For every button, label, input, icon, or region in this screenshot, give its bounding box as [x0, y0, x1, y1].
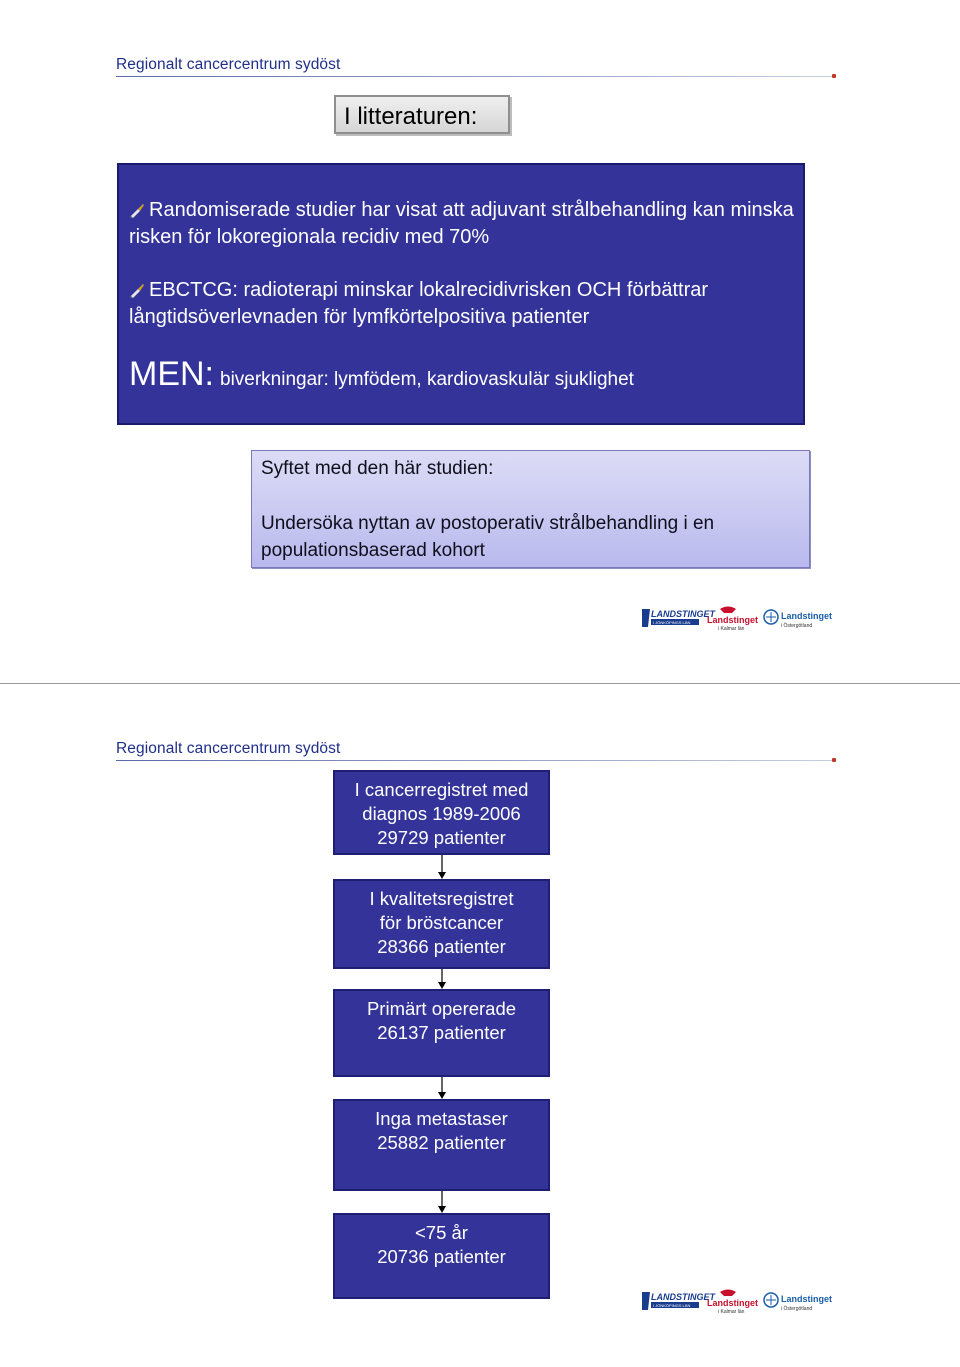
slide-2 — [0, 684, 960, 1367]
flow-line: 28366 patienter — [377, 936, 506, 957]
header-title: Regionalt cancercentrum sydöst — [116, 740, 341, 757]
logo1-sub: I JÖNKÖPINGS LÄN — [653, 620, 691, 625]
slide-title-box — [334, 95, 510, 134]
flow-line: för bröstcancer — [379, 912, 504, 933]
flow-line: Inga metastaser — [375, 1108, 508, 1129]
slide-title: I litteraturen: — [344, 103, 478, 130]
landsting-logos — [640, 605, 840, 633]
logo2-sub: i Kalmar län — [718, 1309, 745, 1315]
men-row — [129, 355, 634, 394]
logo1-text: LANDSTINGET — [651, 1292, 715, 1302]
flow-box-cancer-register — [333, 770, 550, 855]
header-rule — [116, 76, 834, 77]
bullet-text-2: EBCTCG: radioterapi minskar lokalrecidivrisken OCH förbättrar långtidsöverlevnaden för lymfkörtelpositiva patienter — [129, 279, 709, 328]
logo2-text: Landstinget — [707, 1298, 758, 1308]
slide-1 — [0, 0, 960, 683]
flow-line: 25882 patienter — [377, 1132, 506, 1153]
header-title: Regionalt cancercentrum sydöst — [116, 56, 341, 73]
logo-ostergotland — [764, 610, 832, 629]
flow-box-under-75 — [333, 1213, 550, 1299]
literature-box — [117, 163, 805, 425]
logo3-sub: i Östergötland — [781, 1306, 813, 1312]
bullet-text-1: Randomiserade studier har visat att adjuvant strålbehandling kan minska risken för lokoregionala recidiv med 70% — [129, 199, 794, 248]
men-label: MEN: — [129, 355, 214, 393]
flow-line: 29729 patienter — [377, 827, 506, 848]
header-accent-dot — [832, 74, 836, 78]
logo-jonkoping — [642, 609, 717, 627]
flow-box-no-metastases — [333, 1099, 550, 1191]
header-rule — [116, 760, 834, 761]
flow-line: <75 år — [415, 1222, 468, 1243]
flow-arrow-icon — [437, 1077, 447, 1099]
flow-box-operated — [333, 989, 550, 1077]
logo3-sub: i Östergötland — [781, 623, 813, 629]
logo2-sub: i Kalmar län — [718, 626, 745, 632]
logo-jonkoping — [642, 1292, 717, 1310]
flow-line: Primärt opererade — [366, 998, 517, 1019]
purpose-title: Syftet med den här studien: — [261, 458, 494, 479]
header-accent-dot — [832, 758, 836, 762]
logo1-sub: I JÖNKÖPINGS LÄN — [653, 1303, 691, 1308]
purpose-text: Undersöka nyttan av postoperativ strålbehandling i en populationsbaserad kohort — [261, 513, 715, 561]
bullet-icon — [129, 279, 145, 295]
flow-box-quality-register — [333, 879, 550, 969]
flow-arrow-icon — [437, 855, 447, 879]
flow-arrow-icon — [437, 1191, 447, 1213]
flow-line: I cancerregistret med — [354, 779, 529, 800]
logo2-text: Landstinget — [707, 615, 758, 625]
flow-line: I kvalitetsregistret — [369, 888, 514, 909]
flow-line: diagnos 1989-2006 — [362, 803, 521, 824]
bullet-item — [129, 197, 799, 251]
flow-line: 20736 patienter — [377, 1246, 506, 1267]
landsting-logos — [640, 1288, 840, 1316]
logo3-text: Landstinget — [781, 1294, 832, 1304]
logo-ostergotland — [764, 1293, 832, 1312]
flow-arrow-icon — [437, 969, 447, 989]
bullet-item — [129, 277, 799, 331]
men-text: biverkningar: lymfödem, kardiovaskulär sjuklighet — [220, 369, 634, 390]
purpose-box — [251, 450, 810, 568]
bullet-icon — [129, 199, 145, 215]
logo3-text: Landstinget — [781, 611, 832, 621]
logo1-text: LANDSTINGET — [651, 609, 715, 619]
flow-line: 26137 patienter — [377, 1022, 506, 1043]
